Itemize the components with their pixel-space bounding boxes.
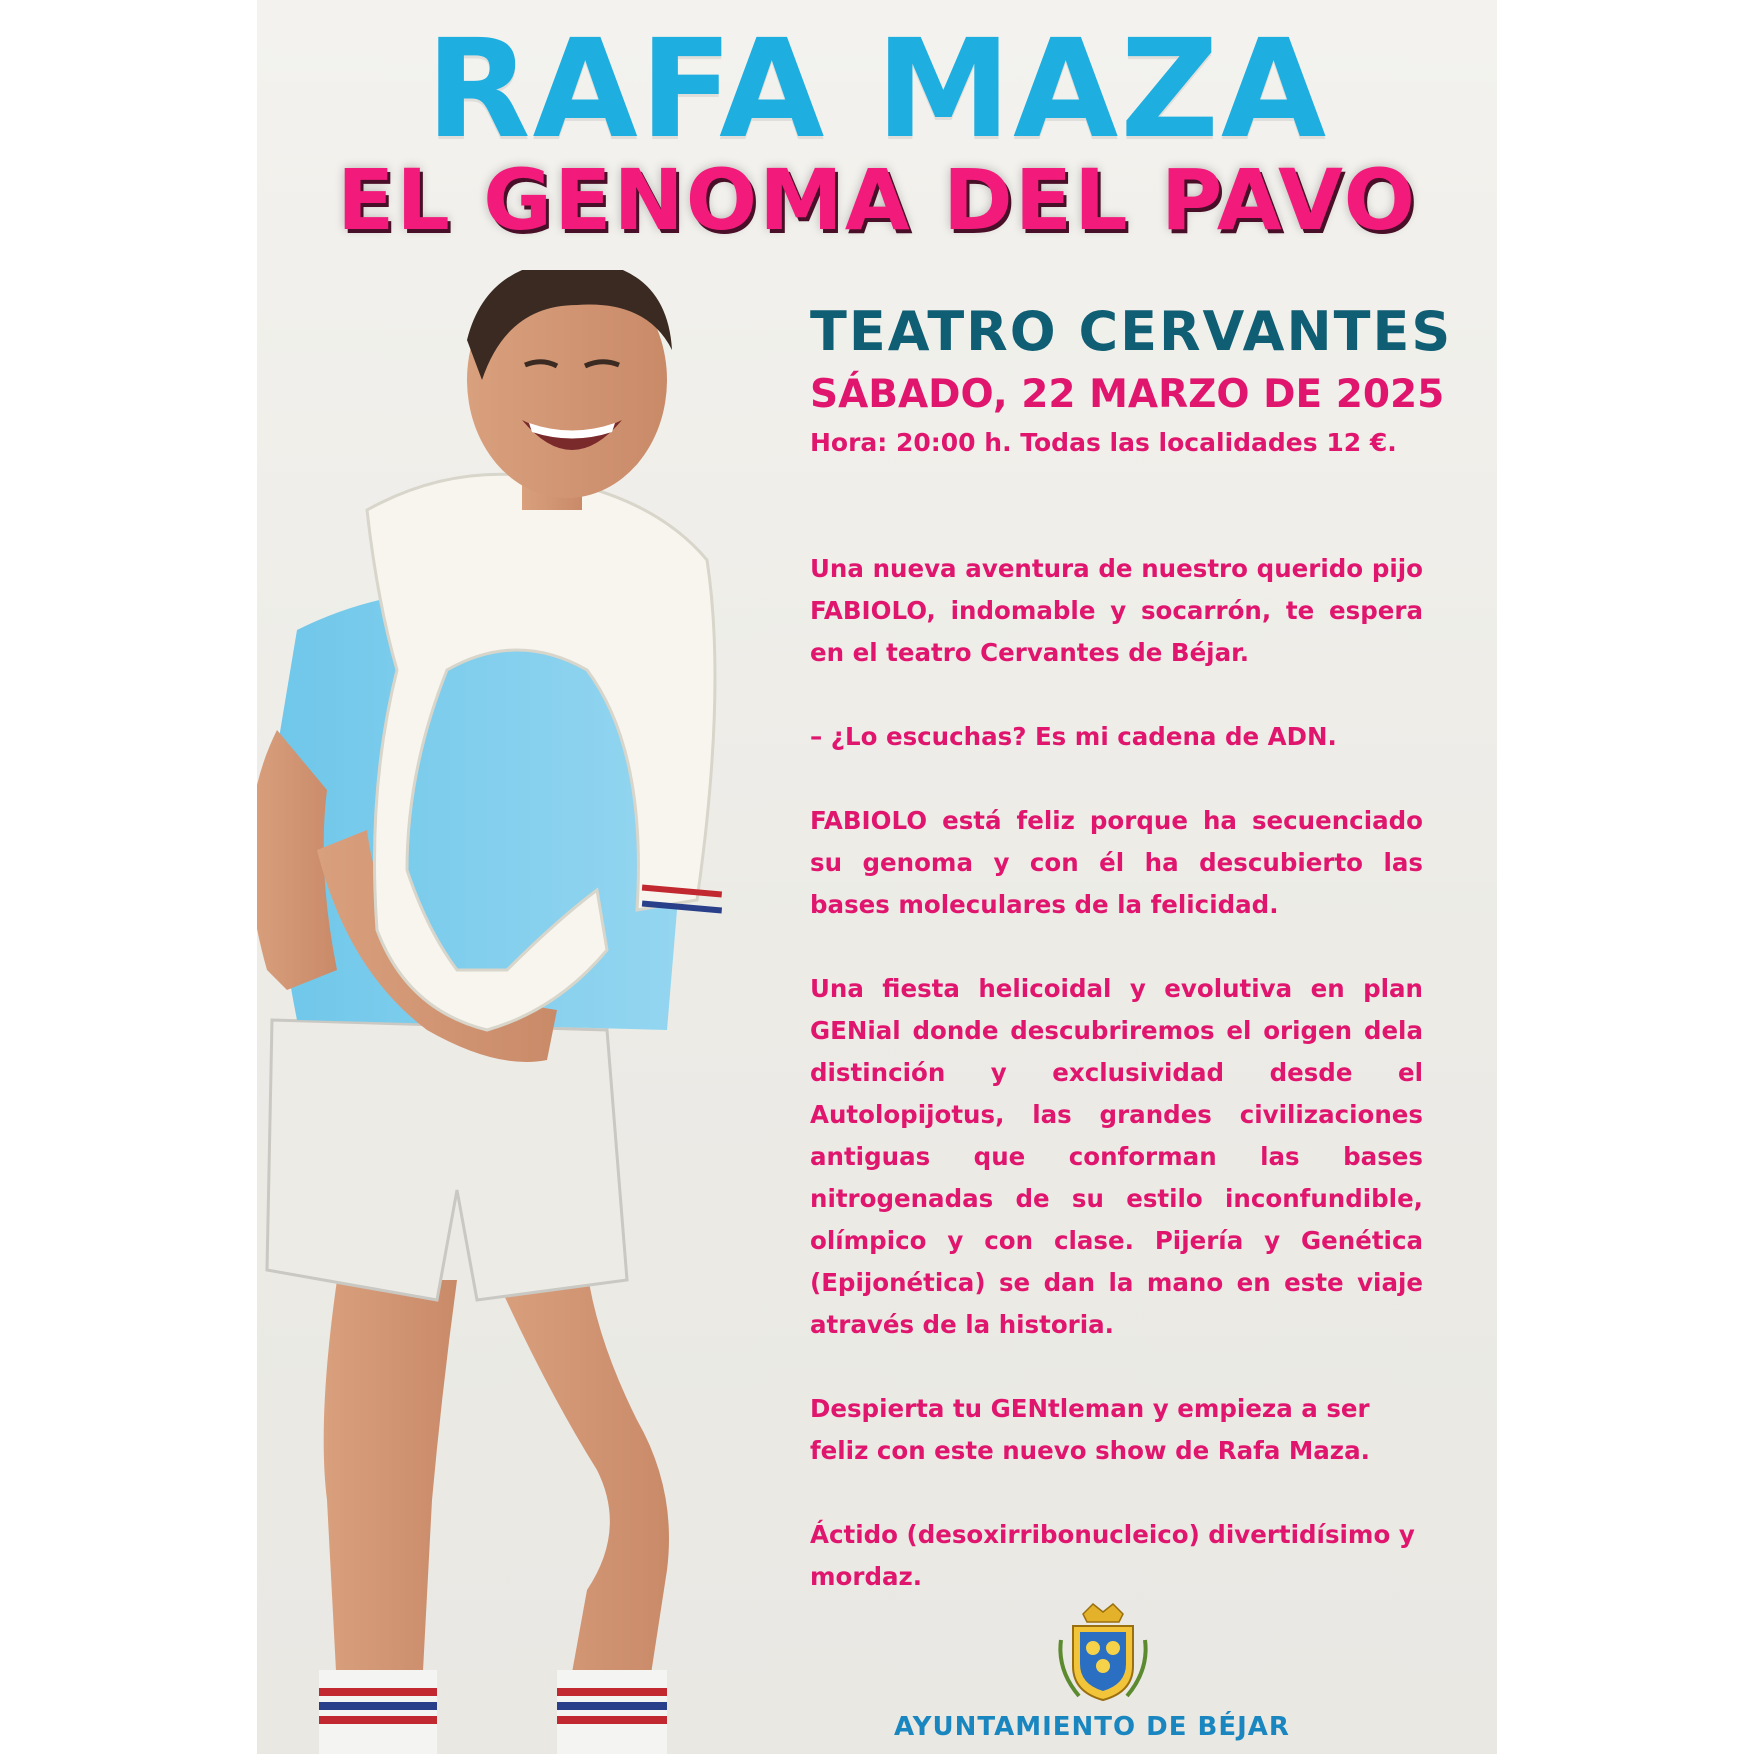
poster-title: RAFA MAZA [425,11,1329,169]
venue-name: TEATRO CERVANTES [810,300,1453,363]
event-poster [257,0,1497,1754]
description-paragraph: FABIOLO está feliz porque ha secuenciado su genoma y con él ha descubierto las bases moleculares de la felicidad. [810,806,1423,919]
description-quote: – ¿Lo escuchas? Es mi cadena de ADN. [810,722,1337,751]
organizer-name: AYUNTAMIENTO DE BÉJAR [894,1712,1290,1742]
description-paragraph: Despierta tu GENtleman y empieza a ser feliz con este nuevo show de Rafa Maza. [810,1394,1370,1465]
description-paragraph: Una fiesta helicoidal y evolutiva en plan GENial donde descubriremos el origen dela distinción y exclusividad desde el Autolopijotus, las grandes civilizaciones antiguas que conforman las bases nitrogenadas de su estilo inconfundible, olímpico y con clase. Pijería y Genética (Epijonética) se dan la mano en este viaje através de la historia. [810,974,1423,1339]
performer-photo [257,270,777,1754]
coat-of-arms-icon [1053,1600,1153,1710]
poster-subtitle: EL GENOMA DEL PAVO [336,151,1417,249]
description-paragraph: Una nueva aventura de nuestro querido pijo FABIOLO, indomable y socarrón, te espera en el teatro Cervantes de Béjar. [810,554,1423,667]
description-paragraph: Áctido (desoxirribonucleico) divertidísimo y mordaz. [810,1520,1415,1591]
event-date: SÁBADO, 22 MARZO DE 2025 [810,372,1445,417]
event-description [810,548,1423,1640]
event-time-price: Hora: 20:00 h. Todas las localidades 12 €. [810,428,1397,457]
